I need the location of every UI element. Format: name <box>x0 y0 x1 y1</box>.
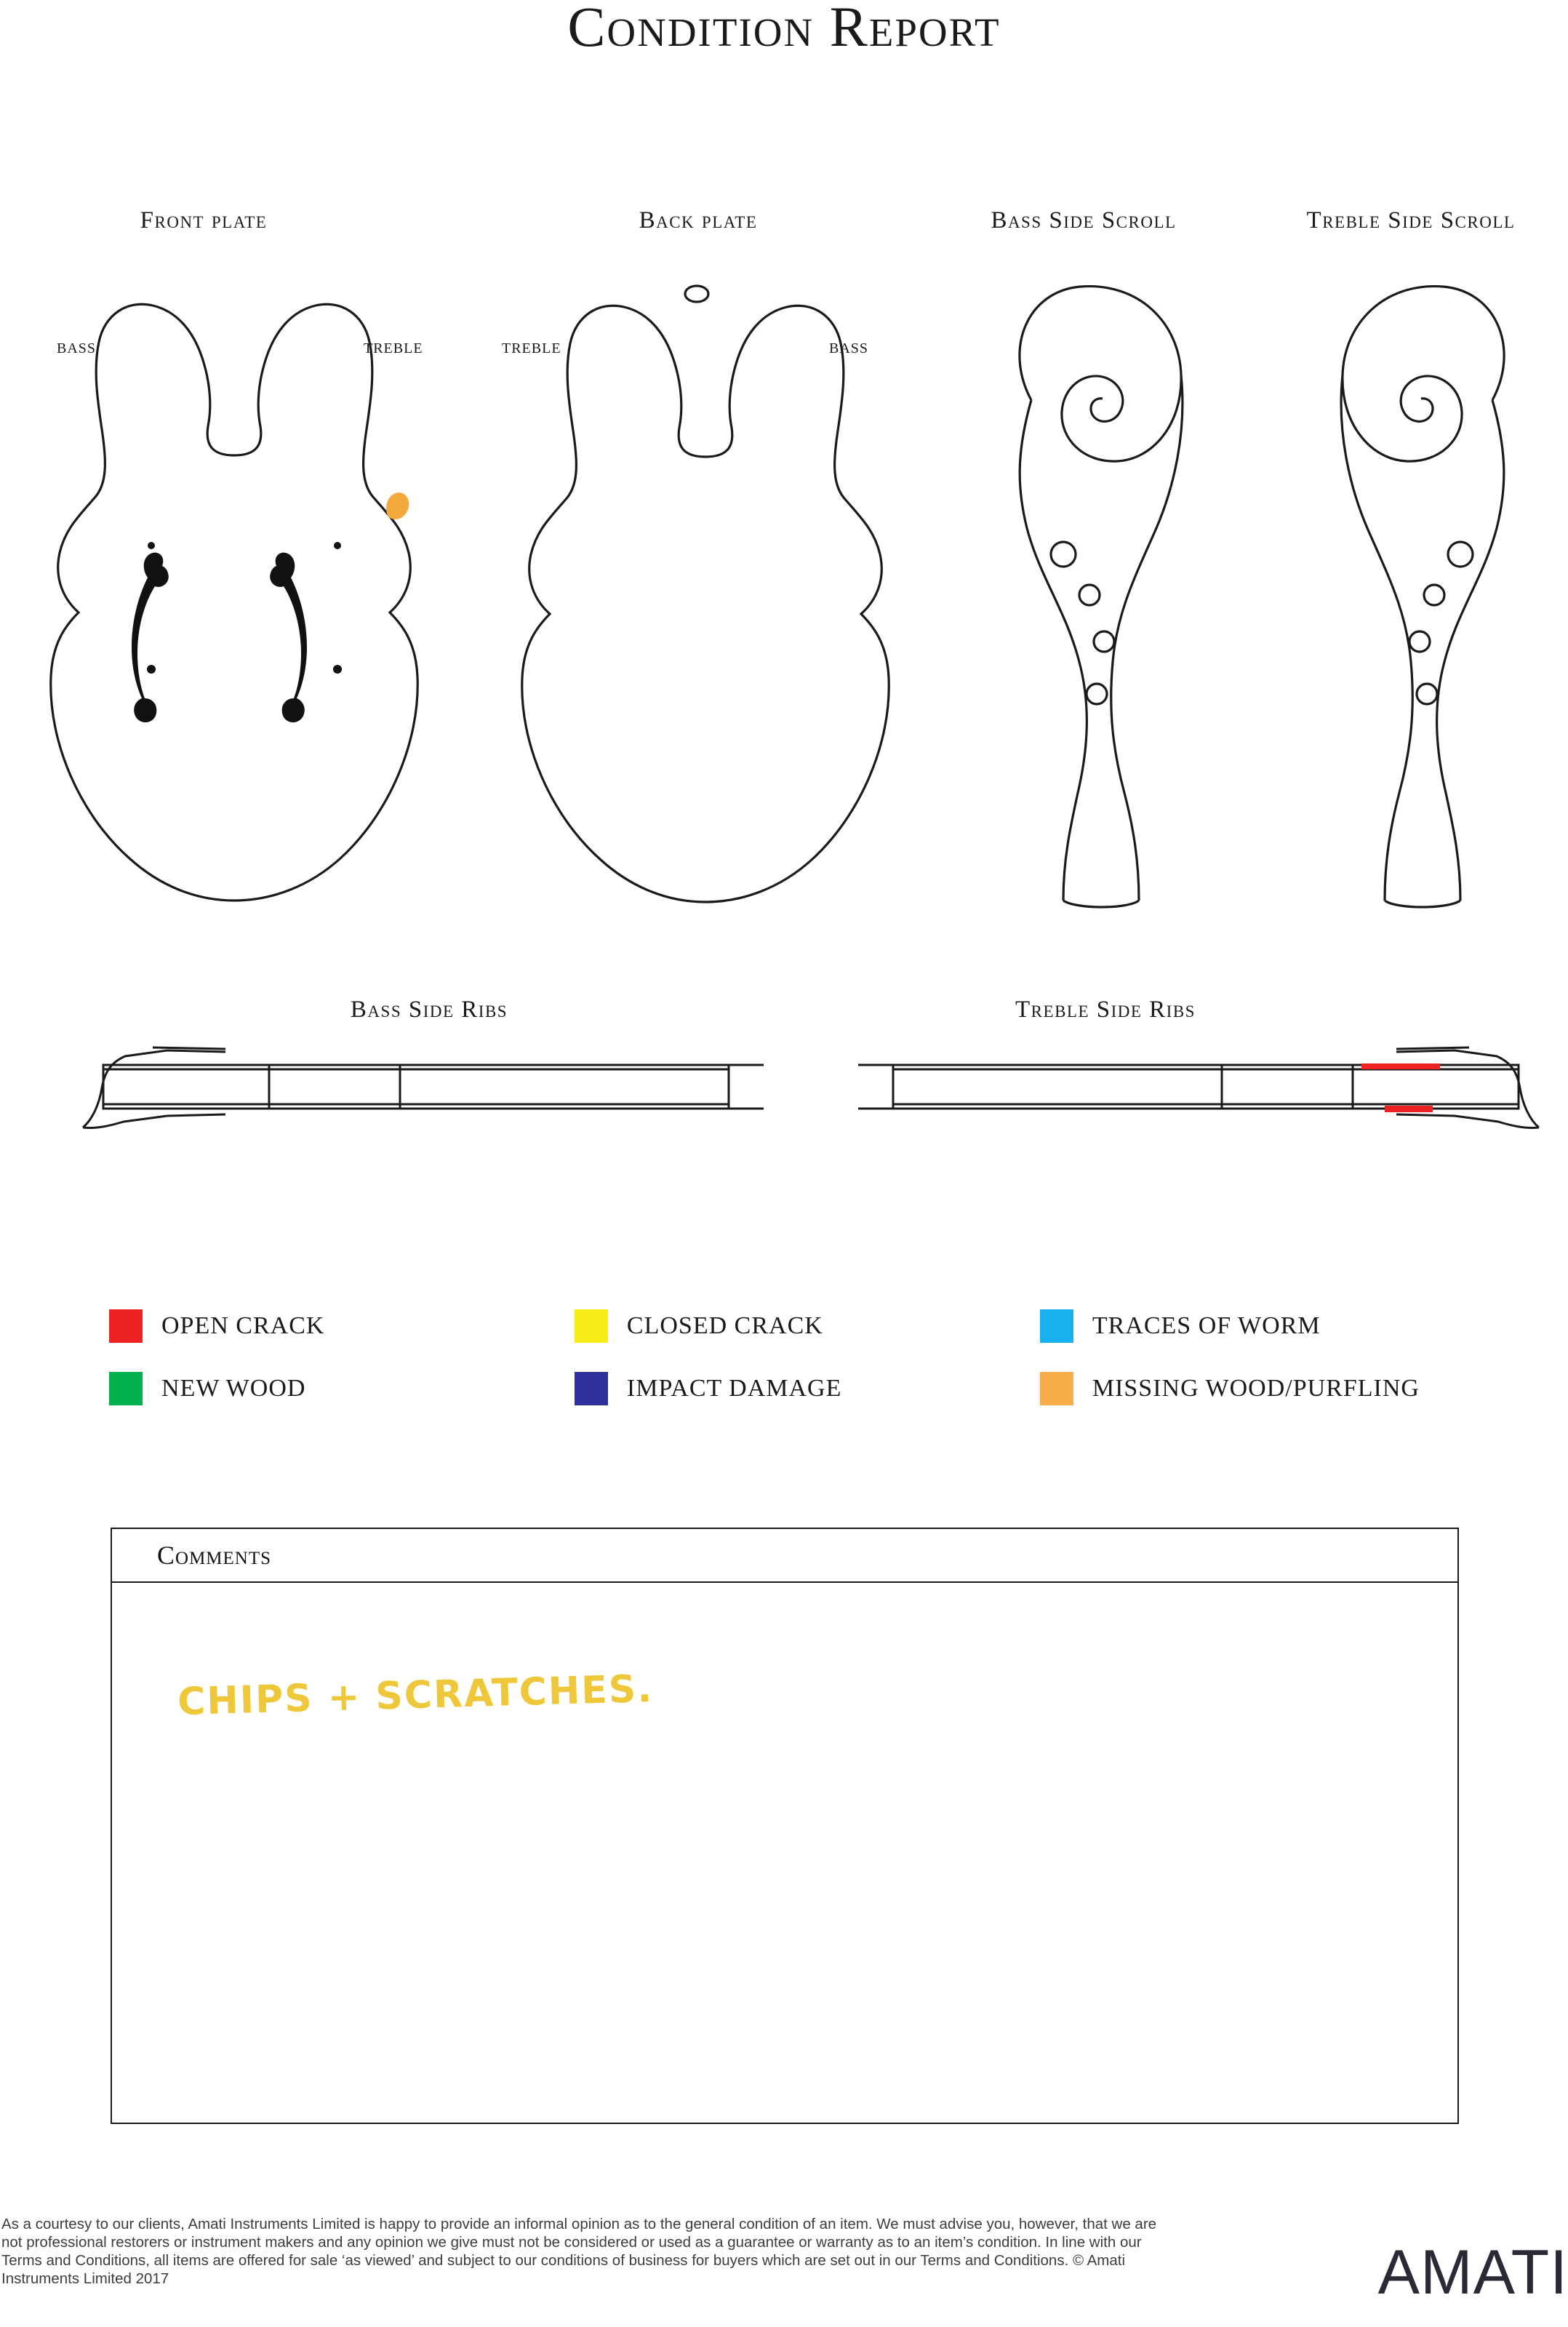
legend-label: NEW WOOD <box>161 1375 306 1402</box>
comments-box <box>111 1528 1459 2124</box>
brand-logo <box>1378 2237 1568 2309</box>
swatch-missing-wood <box>1040 1372 1073 1405</box>
comments-header-label: Comments <box>157 1541 272 1570</box>
legend-row <box>109 1309 1505 1343</box>
treble-side-ribs-diagram <box>844 1033 1542 1149</box>
swatch-closed-crack <box>575 1309 608 1343</box>
caption-treble-side-scroll: Treble Side Scroll <box>1306 207 1516 234</box>
label-back-plate-bass: BASS <box>829 340 869 356</box>
bass-side-ribs-diagram <box>80 1033 778 1149</box>
swatch-new-wood <box>109 1372 143 1405</box>
legend-label: CLOSED CRACK <box>626 1312 823 1339</box>
caption-bass-side-ribs: Bass Side Ribs <box>350 997 508 1023</box>
caption-bass-side-scroll: Bass Side Scroll <box>991 207 1177 234</box>
legend-row <box>109 1372 1505 1405</box>
legend-label: OPEN CRACK <box>161 1312 325 1339</box>
brand-text: AMATI <box>1377 2238 1568 2307</box>
legend-item-missing-wood <box>1040 1372 1505 1405</box>
comments-body[interactable] <box>112 1583 1457 2123</box>
marking-missing-wood <box>386 492 409 519</box>
front-plate-diagram <box>44 284 436 946</box>
legend-item-traces-of-worm <box>1040 1309 1505 1343</box>
label-back-plate-treble: TREBLE <box>502 340 561 356</box>
caption-front-plate: Front plate <box>140 207 268 234</box>
swatch-traces-of-worm <box>1040 1309 1073 1343</box>
comments-handwritten-text: CHIPS + SCRATCHES. <box>177 1667 654 1725</box>
legend-item-open-crack <box>109 1309 575 1343</box>
page-title: Condition Report <box>567 0 1001 58</box>
caption-back-plate: Back plate <box>639 207 758 234</box>
caption-treble-side-ribs: Treble Side Ribs <box>1015 997 1196 1023</box>
legend-label: MISSING WOOD/PURFLING <box>1092 1375 1420 1402</box>
bass-side-scroll-diagram <box>975 269 1222 953</box>
legend <box>109 1309 1505 1434</box>
label-front-plate-bass: BASS <box>57 340 97 356</box>
back-plate-diagram <box>502 255 909 946</box>
legend-label: TRACES OF WORM <box>1092 1312 1321 1339</box>
legend-item-new-wood <box>109 1372 575 1405</box>
footer-disclaimer: As a courtesy to our clients, Amati Instruments Limited is happy to provide an informal opinion as to the general condition of an item. We must advise you, however, that we are not professional restorers or instrument makers and any opinion we give must not be considered or used as a guarantee or warranty as to an item’s condition. In line with our Terms and Conditions, all items are offered for sale ‘as viewed’ and subject to our conditions of business for buyers which are set out in our Terms and Conditions. © Amati Instruments Limited 2017 <box>1 2216 1157 2287</box>
label-front-plate-treble: TREBLE <box>364 340 423 356</box>
comments-header <box>112 1529 1457 1583</box>
legend-item-impact-damage <box>575 1372 1040 1405</box>
swatch-open-crack <box>109 1309 143 1343</box>
legend-item-closed-crack <box>575 1309 1040 1343</box>
treble-side-scroll-diagram <box>1302 269 1549 953</box>
swatch-impact-damage <box>575 1372 608 1405</box>
legend-label: IMPACT DAMAGE <box>626 1375 842 1402</box>
